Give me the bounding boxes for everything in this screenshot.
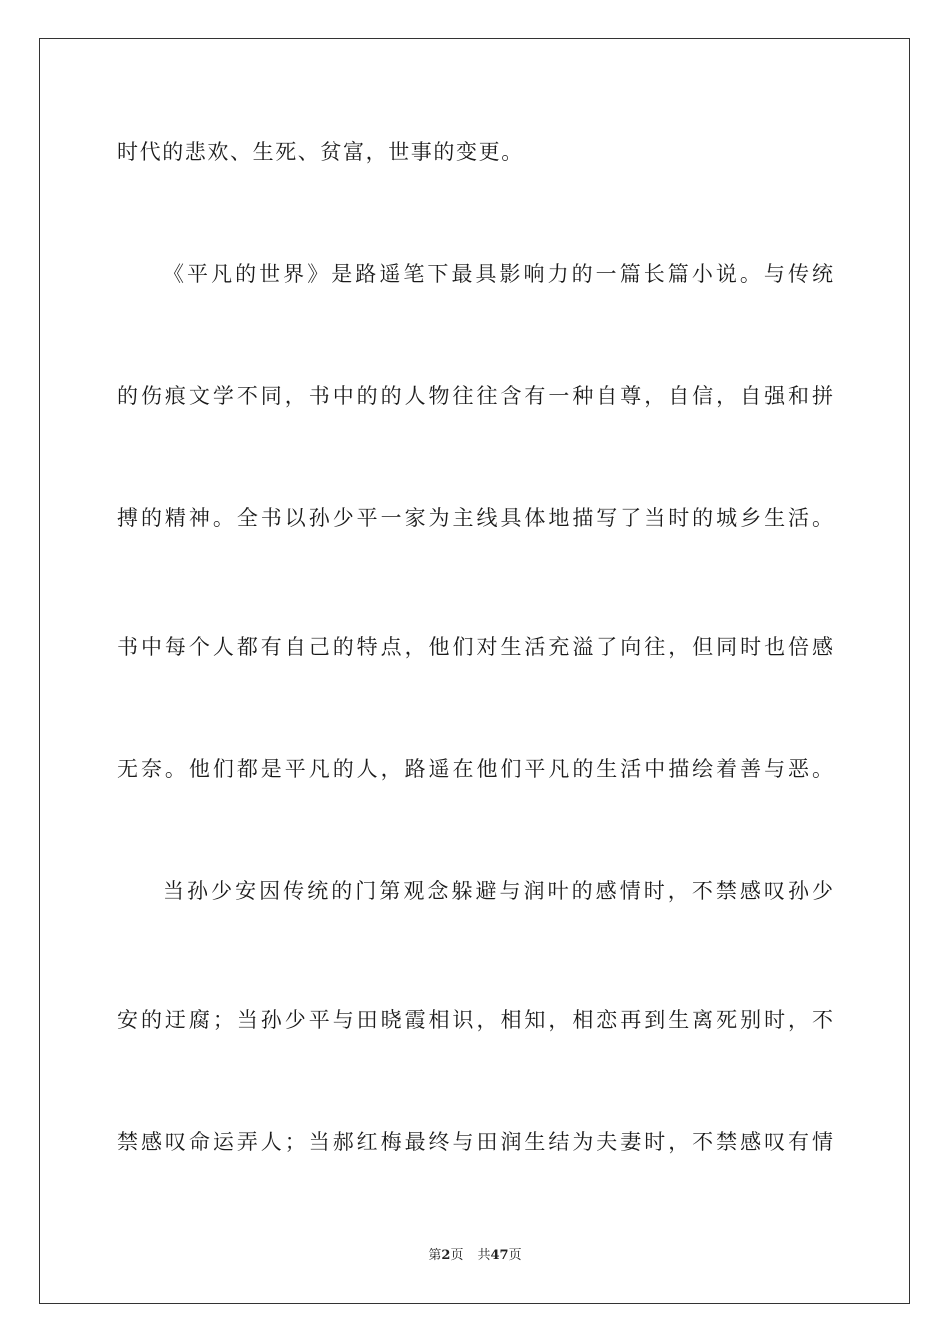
text-line-4: 搏的精神。全书以孙少平一家为主线具体地描写了当时的城乡生活。 <box>117 506 833 530</box>
page-frame <box>39 38 910 1304</box>
text-line-7: 当孙少安因传统的门第观念躲避与润叶的感情时，不禁感叹孙少 <box>163 879 833 903</box>
total-prefix: 共 <box>477 1248 491 1263</box>
total-suffix: 页 <box>508 1248 522 1263</box>
total-pages: 47 <box>490 1248 509 1263</box>
text-line-5: 书中每个人都有自己的特点，他们对生活充溢了向往，但同时也倍感 <box>117 635 833 659</box>
page-number: 2 <box>441 1248 451 1263</box>
text-line-9: 禁感叹命运弄人；当郝红梅最终与田润生结为夫妻时，不禁感叹有情 <box>117 1130 833 1154</box>
text-line-8: 安的迂腐；当孙少平与田晓霞相识，相知，相恋再到生离死别时，不 <box>117 1008 833 1032</box>
text-line-3: 的伤痕文学不同，书中的的人物往往含有一种自尊，自信，自强和拼 <box>117 384 833 408</box>
page-footer <box>0 1247 950 1265</box>
text-line-6: 无奈。他们都是平凡的人，路遥在他们平凡的生活中描绘着善与恶。 <box>117 757 833 781</box>
page-prefix: 第 <box>428 1248 442 1263</box>
text-line-1: 时代的悲欢、生死、贫富，世事的变更。 <box>117 140 524 164</box>
text-line-2: 《平凡的世界》是路遥笔下最具影响力的一篇长篇小说。与传统 <box>163 262 833 286</box>
page-suffix: 页 <box>450 1248 464 1263</box>
